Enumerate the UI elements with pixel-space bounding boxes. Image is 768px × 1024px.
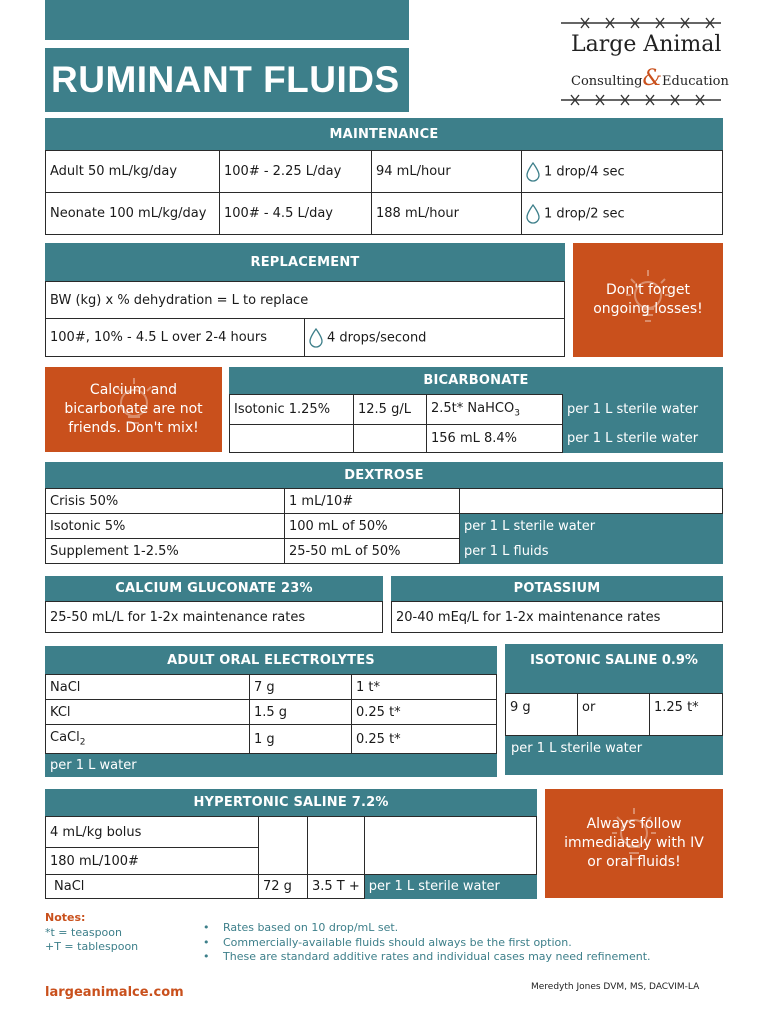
website-link[interactable]: largeanimalce.com xyxy=(45,985,184,1000)
table-cell xyxy=(427,395,563,425)
table-cell: 3.5 T + xyxy=(308,875,365,899)
page-title-text: RUMINANT FLUIDS xyxy=(51,59,400,100)
table-cell xyxy=(522,151,723,193)
notes-title: Notes: xyxy=(45,911,86,924)
logo-line2 xyxy=(571,66,729,91)
note-always-follow xyxy=(545,789,723,898)
table-cell: 100 mL of 50% xyxy=(285,514,460,539)
table-row xyxy=(506,694,723,736)
isotonic-saline-table xyxy=(505,693,723,736)
nacl-text: NaCl xyxy=(54,879,85,894)
table-row xyxy=(46,489,723,514)
table-cell: 1 g xyxy=(250,725,352,754)
table-cell: 7 g xyxy=(250,675,352,700)
table-cell: per 1 L sterile water xyxy=(563,425,723,453)
replacement-table xyxy=(45,281,565,357)
oral-electrolytes-heading xyxy=(45,646,497,674)
drip-rate-text: 1 drop/4 sec xyxy=(544,164,625,179)
table-cell: per 1 L sterile water xyxy=(364,875,536,899)
table-cell: 0.25 t* xyxy=(352,700,497,725)
logo-consulting: Consulting xyxy=(571,74,643,89)
table-cell: Supplement 1-2.5% xyxy=(46,539,285,564)
calcium-gluconate-text: 25-50 mL/L for 1-2x maintenance rates xyxy=(50,609,306,625)
water-drop-icon xyxy=(309,328,323,348)
table-row xyxy=(46,675,497,700)
dextrose-heading-text: DEXTROSE xyxy=(344,467,424,483)
cacl-text: CaCl xyxy=(50,730,80,746)
table-cell: 1.5 g xyxy=(250,700,352,725)
bicarbonate-table xyxy=(229,394,723,453)
maintenance-heading xyxy=(45,118,723,150)
note-text: Don't forget ongoing losses! xyxy=(593,282,703,317)
bullet-text: These are standard additive rates and individual cases may need refinement. xyxy=(223,950,651,963)
table-cell: 12.5 g/L xyxy=(354,395,427,425)
table-cell: 1 t* xyxy=(352,675,497,700)
isotonic-saline-heading xyxy=(505,648,723,674)
potassium-text: 20-40 mEq/L for 1-2x maintenance rates xyxy=(396,609,661,625)
table-cell: 72 g xyxy=(259,875,308,899)
table-cell xyxy=(522,193,723,235)
note-text: Always follow immediately with IV or oral fluids! xyxy=(564,816,704,870)
table-cell xyxy=(230,425,354,453)
table-cell: 100# - 2.25 L/day xyxy=(220,151,372,193)
table-cell: Crisis 50% xyxy=(46,489,285,514)
table-cell: 1.25 t* xyxy=(650,694,723,736)
note-calcium-bicarbonate xyxy=(45,367,222,452)
table-cell: Neonate 100 mL/kg/day xyxy=(46,193,220,235)
table-cell: 25-50 mL of 50% xyxy=(285,539,460,564)
table-row xyxy=(46,514,723,539)
isotonic-saline-footer-text: per 1 L sterile water xyxy=(511,741,643,756)
list-item: • Rates based on 10 drop/mL set. xyxy=(203,921,399,934)
bullet-list xyxy=(203,921,651,965)
logo-education: Education xyxy=(662,74,729,89)
table-cell xyxy=(460,489,723,514)
table-cell xyxy=(308,817,365,875)
list-item: • Commercially-available fluids should always be the first option. xyxy=(203,935,572,949)
table-row xyxy=(46,539,723,564)
table-row xyxy=(230,425,723,453)
list-item: • These are standard additive rates and individual cases may need refinement. xyxy=(203,950,651,963)
table-row xyxy=(46,875,537,899)
table-cell: per 1 L water xyxy=(46,754,497,777)
bicarb-amount: 2.5t* NaHCO xyxy=(431,400,515,416)
table-row xyxy=(46,151,723,193)
table-cell: per 1 L fluids xyxy=(460,539,723,564)
calcium-gluconate-value xyxy=(45,601,383,633)
water-drop-icon xyxy=(526,162,540,182)
potassium-heading xyxy=(391,576,723,601)
calcium-gluconate-heading-text: CALCIUM GLUCONATE 23% xyxy=(115,581,313,596)
table-row xyxy=(46,700,497,725)
drip-rate-text: 4 drops/second xyxy=(327,330,427,345)
table-cell: Isotonic 1.25% xyxy=(230,395,354,425)
table-cell: 0.25 t* xyxy=(352,725,497,754)
table-row xyxy=(46,817,537,848)
hypertonic-saline-heading xyxy=(45,789,537,816)
table-cell: per 1 L sterile water xyxy=(460,514,723,539)
table-cell: 9 g xyxy=(506,694,578,736)
table-cell xyxy=(259,817,308,875)
isotonic-saline-footer xyxy=(511,741,642,756)
table-cell xyxy=(46,875,259,899)
table-row xyxy=(46,725,497,754)
subscript: 3 xyxy=(514,408,520,419)
table-cell: 4 mL/kg bolus xyxy=(46,817,259,848)
table-cell xyxy=(364,817,536,875)
header-bar-top xyxy=(45,0,409,40)
table-row xyxy=(46,282,565,319)
table-cell: Adult 50 mL/kg/day xyxy=(46,151,220,193)
water-drop-icon xyxy=(526,204,540,224)
subscript: 2 xyxy=(79,737,86,748)
dextrose-table xyxy=(45,488,723,564)
note-teaspoon: *t = teaspoon xyxy=(45,926,122,939)
dextrose-heading xyxy=(45,462,723,488)
table-cell: 100#, 10% - 4.5 L over 2-4 hours xyxy=(46,319,305,357)
calcium-gluconate-heading xyxy=(45,576,383,601)
table-row xyxy=(46,754,497,777)
potassium-heading-text: POTASSIUM xyxy=(513,581,601,596)
table-cell: Isotonic 5% xyxy=(46,514,285,539)
table-cell: BW (kg) x % dehydration = L to replace xyxy=(46,282,565,319)
maintenance-heading-text: MAINTENANCE xyxy=(329,126,439,142)
table-cell xyxy=(46,725,250,754)
hypertonic-saline-heading-text: HYPERTONIC SALINE 7.2% xyxy=(193,795,389,810)
oral-electrolytes-table xyxy=(45,674,497,777)
page-title xyxy=(45,48,409,112)
replacement-heading-text: REPLACEMENT xyxy=(250,254,360,270)
bicarbonate-heading xyxy=(229,367,723,394)
barbed-wire-icon xyxy=(561,93,721,107)
bicarbonate-heading-text: BICARBONATE xyxy=(423,373,529,388)
note-ongoing-losses xyxy=(573,243,723,357)
drip-rate-text: 1 drop/2 sec xyxy=(544,206,625,221)
table-cell: NaCl xyxy=(46,675,250,700)
table-cell: or xyxy=(578,694,650,736)
logo xyxy=(555,12,730,112)
table-cell: 100# - 4.5 L/day xyxy=(220,193,372,235)
table-row xyxy=(46,319,565,357)
table-row xyxy=(46,193,723,235)
table-cell xyxy=(305,319,565,357)
bullet-text: Commercially-available fluids should always be the first option. xyxy=(223,935,572,949)
bullet-text: Rates based on 10 drop/mL set. xyxy=(223,921,399,934)
table-cell: 156 mL 8.4% xyxy=(427,425,563,453)
oral-electrolytes-heading-text: ADULT ORAL ELECTROLYTES xyxy=(167,652,375,668)
maintenance-table xyxy=(45,150,723,235)
logo-line1: Large Animal xyxy=(571,32,722,57)
logo-ampersand: & xyxy=(642,66,663,91)
table-cell: KCl xyxy=(46,700,250,725)
replacement-heading xyxy=(45,243,565,281)
table-cell: 180 mL/100# xyxy=(46,848,259,875)
table-cell: per 1 L sterile water xyxy=(563,395,723,425)
note-text: Calcium and bicarbonate are not friends. Don't mix! xyxy=(64,382,203,436)
barbed-wire-icon xyxy=(561,16,721,30)
isotonic-saline-heading-text: ISOTONIC SALINE 0.9% xyxy=(530,653,698,668)
table-row xyxy=(230,395,723,425)
note-tablespoon: +T = tablespoon xyxy=(45,940,139,953)
author-credit: Meredyth Jones DVM, MS, DACVIM-LA xyxy=(531,982,700,992)
table-cell: 188 mL/hour xyxy=(372,193,522,235)
table-cell xyxy=(354,425,427,453)
potassium-value xyxy=(391,601,723,633)
table-cell: 1 mL/10# xyxy=(285,489,460,514)
table-cell: 94 mL/hour xyxy=(372,151,522,193)
hypertonic-saline-table xyxy=(45,816,537,899)
